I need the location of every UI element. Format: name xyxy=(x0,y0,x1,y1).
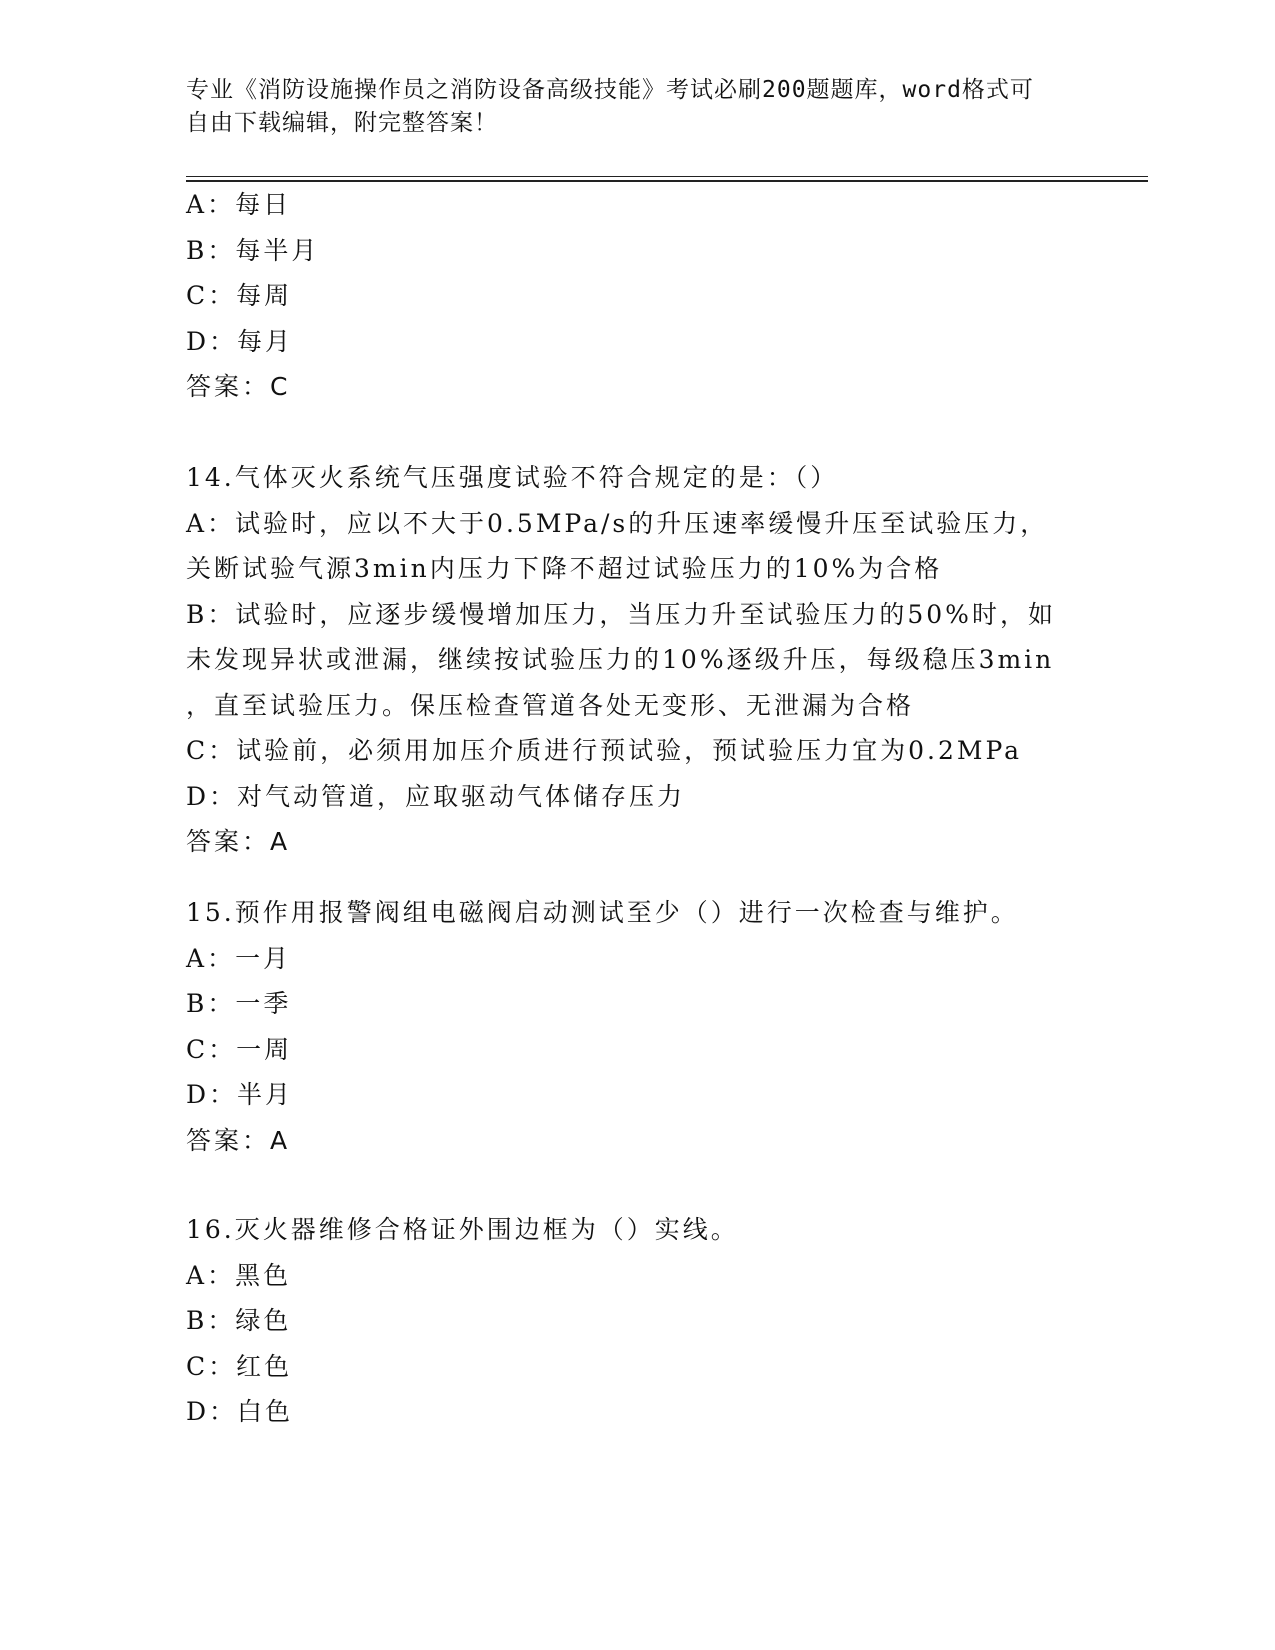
header-divider-thin xyxy=(186,176,1148,177)
option-key: A： xyxy=(186,1260,236,1290)
option-key: C： xyxy=(186,1351,237,1381)
option-text: 每日 xyxy=(235,190,292,219)
option-line: A：试验时，应以不大于0.5MPa/s的升压速率缓慢升压至试验压力， xyxy=(186,508,1049,538)
option-text: 一周 xyxy=(236,1034,293,1064)
option-text: 每周 xyxy=(236,281,293,310)
option-line: B：试验时，应逐步缓慢增加压力，当压力升至试验压力的50%时，如 xyxy=(186,599,1056,629)
option-text: 每半月 xyxy=(235,235,320,265)
option-key: C： xyxy=(186,281,237,310)
option-key: B： xyxy=(186,1306,236,1335)
option-key: C： xyxy=(186,1034,237,1064)
option-b xyxy=(186,981,1066,1027)
question-stem: 16.灭火器维修合格证外围边框为（）实线。 xyxy=(186,1215,739,1244)
answer-label: 答案： xyxy=(186,827,271,856)
option-text: 绿色 xyxy=(235,1306,292,1335)
document-header xyxy=(186,74,1066,140)
option-key: D： xyxy=(186,1080,238,1109)
answer-value: A xyxy=(270,827,291,856)
option-text: 一月 xyxy=(235,943,292,973)
option-key: A： xyxy=(186,943,236,973)
option-c xyxy=(186,1027,1066,1073)
option-text: 红色 xyxy=(236,1351,293,1381)
option-b xyxy=(186,228,1066,274)
option-key: B： xyxy=(186,989,236,1018)
option-line: 未发现异状或泄漏，继续按试验压力的10%逐级升压，每级稳压3min xyxy=(186,645,1055,674)
header-line-1: 专业《消防设施操作员之消防设备高级技能》考试必刷200题题库，word格式可 xyxy=(186,77,1034,103)
header-line-2: 自由下载编辑，附完整答案！ xyxy=(186,110,498,136)
option-a xyxy=(186,1253,1066,1299)
answer-value: A xyxy=(270,1125,291,1155)
answer-value: C xyxy=(270,372,291,401)
question-stem: 15.预作用报警阀组电磁阀启动测试至少（）进行一次检查与维护。 xyxy=(186,898,1019,927)
option-d xyxy=(186,1389,1066,1435)
option-text: 半月 xyxy=(237,1080,294,1109)
option-key: D： xyxy=(186,1397,238,1426)
answer-line xyxy=(186,364,1066,410)
option-key: D： xyxy=(186,326,238,356)
option-c xyxy=(186,273,1066,319)
question-13 xyxy=(186,182,1066,410)
option-key: B： xyxy=(186,235,236,265)
option-line: ，直至试验压力。保压检查管道各处无变形、无泄漏为合格 xyxy=(186,690,915,720)
option-a xyxy=(186,936,1066,982)
question-16 xyxy=(186,1207,1066,1435)
option-line: 关断试验气源3min内压力下降不超过试验压力的10%为合格 xyxy=(186,554,943,583)
question-stem: 14.气体灭火系统气压强度试验不符合规定的是：（） xyxy=(186,463,839,492)
option-text: 白色 xyxy=(237,1397,294,1426)
option-text: 一季 xyxy=(235,989,292,1018)
answer-label: 答案： xyxy=(186,1125,271,1155)
option-d xyxy=(186,1072,1066,1118)
option-line: D：对气动管道，应取驱动气体储存压力 xyxy=(186,781,686,811)
option-c xyxy=(186,1344,1066,1390)
option-text: 黑色 xyxy=(235,1260,292,1290)
option-b xyxy=(186,1298,1066,1344)
answer-label: 答案： xyxy=(186,372,271,401)
option-line: C：试验前，必须用加压介质进行预试验，预试验压力宜为0.2MPa xyxy=(186,736,1023,765)
option-d xyxy=(186,319,1066,365)
answer-line xyxy=(186,819,1066,865)
answer-line xyxy=(186,1118,1066,1164)
option-key: A： xyxy=(186,190,236,219)
question-15 xyxy=(186,890,1066,1163)
option-a xyxy=(186,182,1066,228)
question-14 xyxy=(186,455,1066,865)
option-text: 每月 xyxy=(237,326,294,356)
